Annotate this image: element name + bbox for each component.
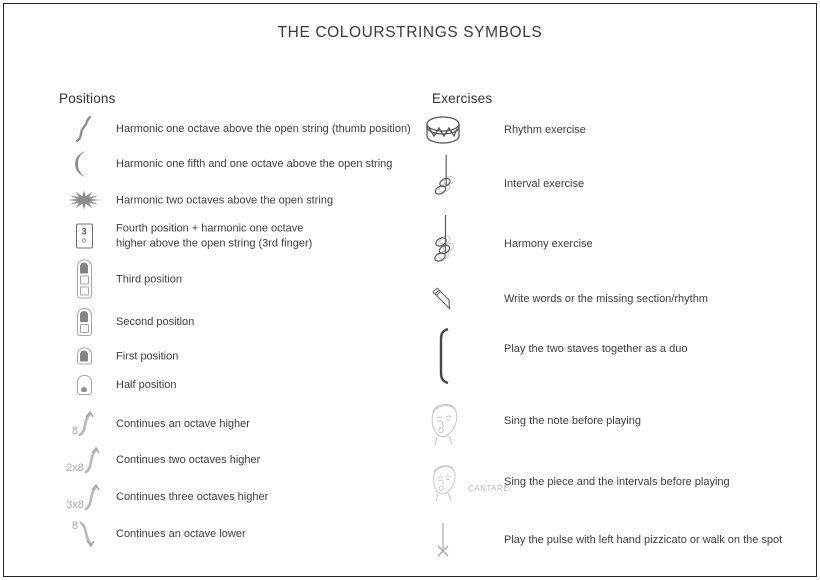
- fourth-position-icon: [62, 224, 106, 249]
- half-position-icon: [62, 375, 106, 395]
- legend-label: Harmonic one octave above the open string (thumb position): [116, 123, 411, 135]
- legend-label: Play the pulse with left hand pizzicato or walk on the spot: [504, 534, 783, 546]
- legend-row: [62, 410, 250, 438]
- legend-row: [62, 260, 182, 299]
- thumb-harmonic-icon: [62, 115, 106, 143]
- exercises-heading: Exercises: [432, 91, 493, 106]
- legend-label: Play the two staves together as a duo: [504, 343, 688, 355]
- legend-label: Harmony exercise: [504, 238, 593, 250]
- page-title: THE COLOURSTRINGS SYMBOLS: [277, 24, 543, 41]
- legend-row: [62, 115, 411, 143]
- first-position-icon: [62, 348, 106, 365]
- pizzicato-x-icon: [419, 522, 467, 562]
- cantare-caption: CANTARE!: [468, 484, 512, 494]
- harmony-notes-icon: [419, 213, 467, 265]
- legend-label: Continues an octave lower: [116, 528, 246, 540]
- legend-row: [419, 115, 586, 145]
- octave-number: 3x8: [66, 499, 84, 511]
- legend-label: Continues two octaves higher: [116, 454, 261, 466]
- legend-row: [62, 348, 178, 365]
- legend-label: Fourth position + harmonic one octave higher above the open string (3rd finger): [116, 222, 313, 249]
- positions-heading: Positions: [59, 91, 116, 106]
- legend-label: Second position: [116, 316, 195, 328]
- legend-row: [419, 169, 584, 199]
- document-page: [3, 3, 817, 577]
- pencil-icon: [419, 284, 467, 314]
- legend-row: [419, 395, 641, 447]
- third-position-icon: [62, 260, 106, 299]
- two-octaves-up-arrow-icon: [62, 445, 106, 475]
- octave-number: 8: [71, 425, 79, 437]
- legend-row: [62, 520, 246, 548]
- sunburst-icon: [62, 191, 106, 210]
- second-position-icon: [62, 308, 106, 336]
- legend-row: [62, 445, 260, 475]
- legend-row: [62, 223, 312, 250]
- three-octaves-up-arrow-icon: [62, 482, 106, 512]
- legend-label: First position: [116, 350, 179, 362]
- legend-row: [419, 461, 730, 503]
- harmonic-circle: o: [82, 237, 86, 245]
- legend-row: [62, 150, 392, 178]
- legend-row: [419, 223, 593, 265]
- legend-row: [419, 284, 708, 314]
- legend-row: [62, 308, 194, 336]
- interval-notes-icon: [419, 153, 467, 199]
- legend-label: Half position: [116, 379, 177, 391]
- legend-label: Continues an octave higher: [116, 418, 250, 430]
- octave-up-arrow-icon: [62, 410, 106, 438]
- octave-number: 2x8: [66, 462, 84, 474]
- cantare-face-icon: [419, 461, 467, 503]
- legend-row: [62, 375, 177, 395]
- legend-label: Interval exercise: [504, 178, 585, 190]
- legend-row: [62, 482, 268, 512]
- legend-label: Sing the piece and the intervals before playing: [504, 476, 730, 488]
- singing-face-icon: [419, 399, 467, 447]
- duo-bracket-icon: [419, 327, 467, 385]
- legend-row: [419, 518, 782, 562]
- legend-label: Rhythm exercise: [504, 124, 586, 136]
- legend-label: Write words or the missing section/rhythm: [504, 293, 708, 305]
- legend-label: Continues three octaves higher: [116, 491, 269, 503]
- drum-icon: [419, 115, 467, 145]
- legend-row: [62, 191, 333, 210]
- octave-number: 8: [71, 520, 79, 532]
- legend-label: Sing the note before playing: [504, 415, 641, 427]
- legend-label: Third position: [116, 273, 183, 285]
- legend-row: [419, 313, 687, 385]
- legend-label: Harmonic one fifth and one octave above the open string: [116, 158, 393, 170]
- crescent-moon-icon: [62, 150, 106, 178]
- octave-down-arrow-icon: [62, 520, 106, 548]
- legend-label: Harmonic two octaves above the open string: [116, 194, 334, 206]
- finger-number: 3: [81, 226, 87, 237]
